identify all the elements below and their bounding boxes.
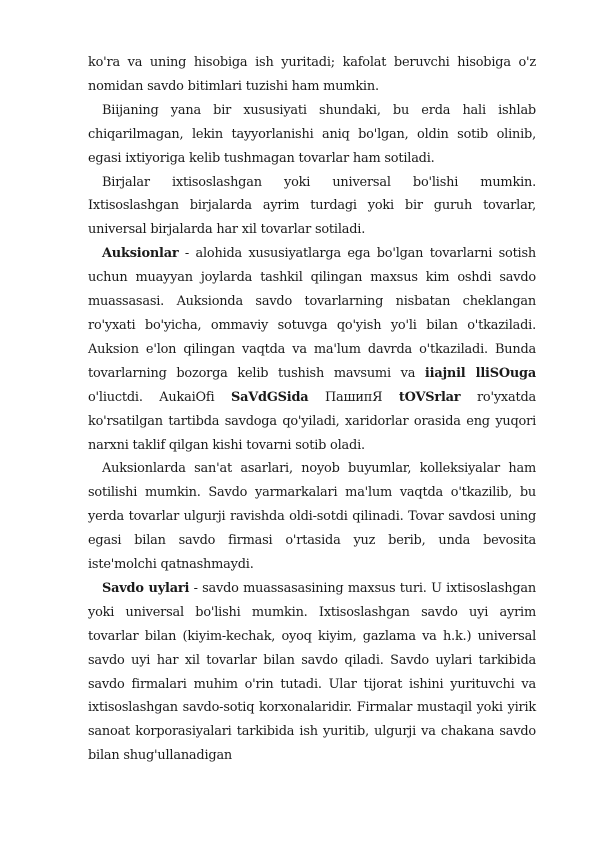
paragraph (88, 242, 536, 457)
text-run: Auksionlarda san'at asarlari, noyob buyumlar, kolleksiyalar ham sotilishi mumkin. Savdo yarmarkalari ma'lum vaqtda o'tkazilib, bu yerda tovarlar ulgurji ravishda oldi-sotdi qilinadi. Tovar savdosi uning egasi bilan savdo firmasi o'rtasida yuz berib, unda bevosita iste'molchi qatnashmaydi. (88, 461, 536, 573)
text-run: ro'yxatda ko'rsatilgan tartibda savdoga qo'yiladi, xaridorlar orasida eng yuqori narxni taklif qilgan kishi tovarni sotib oladi. (88, 389, 536, 453)
text-run: ko'ra va uning hisobiga ish yuritadi; kafolat beruvchi hisobiga o'z nomidan savdo bitimlari tuzishi ham mumkin. (88, 55, 536, 94)
text-run: - savdo muassasasining maxsus turi. U ixtisoslashgan yoki universal bo'lishi mumkin. Ixtisoslashgan savdo uyi ayrim tovarlar bilan (kiyim-kechak, oyoq kiyim, gazlama va h.k.) universal savdo uyi har xil tovarlar bilan savdo qiladi. Savdo uylari tarkibida savdo firmalari muhim o'rin tutadi. Ular tijorat ishini yurituvchi va ixtisoslashgan savdo-sotiq korxonalaridir. Firmalar mustaqil yoki yirik sanoat korporasiyalari tarkibida ish yuritib, ulgurji va chakana savdo bilan shug'ullanadigan (88, 580, 536, 764)
bold-term: Savdo uylari (102, 580, 190, 596)
bold-term: Auksionlar (102, 246, 179, 262)
paragraph (88, 457, 536, 577)
paragraph (88, 99, 536, 171)
text-run: o'liuctdi. AukaiOfi (88, 389, 231, 405)
paragraph (88, 171, 536, 243)
paragraph (88, 577, 536, 768)
text-run: ПашипЯ (308, 389, 399, 405)
text-run: Birjalar ixtisoslashgan yoki universal bo'lishi mumkin. Ixtisoslashgan birjalarda ayrim turdagi yoki bir guruh tovarlar, universal birjalarda har xil tovarlar sotiladi. (88, 174, 536, 238)
text-run: - alohida xususiyatlarga ega bo'lgan tovarlarni sotish uchun muayyan joylarda tashkil qilingan maxsus kim oshdi savdo muassasasi. Auksionda savdo tovarlarning nisbatan cheklangan ro'yxati bo'yicha, ommaviy sotuvga qo'yish yo'li bilan o'tkaziladi. Auksion e'lon qilingan vaqtda va ma'lum davrda o'tkaziladi. Bunda tovarlarning bozorga kelib tushish mavsumi va (88, 246, 536, 381)
paragraph (88, 51, 536, 99)
bold-term: iiajnil lliSOuga (424, 365, 536, 381)
bold-term: tOVSrlar (398, 389, 461, 405)
document-page (88, 51, 536, 768)
text-run: Biijaning yana bir xususiyati shundaki, bu erda hali ishlab chiqarilmagan, lekin tayyorlanishi aniq bo'lgan, oldin sotib olinib, egasi ixtiyoriga kelib tushmagan tovarlar ham sotiladi. (88, 102, 536, 166)
bold-term: SaVdGSida (230, 389, 309, 405)
